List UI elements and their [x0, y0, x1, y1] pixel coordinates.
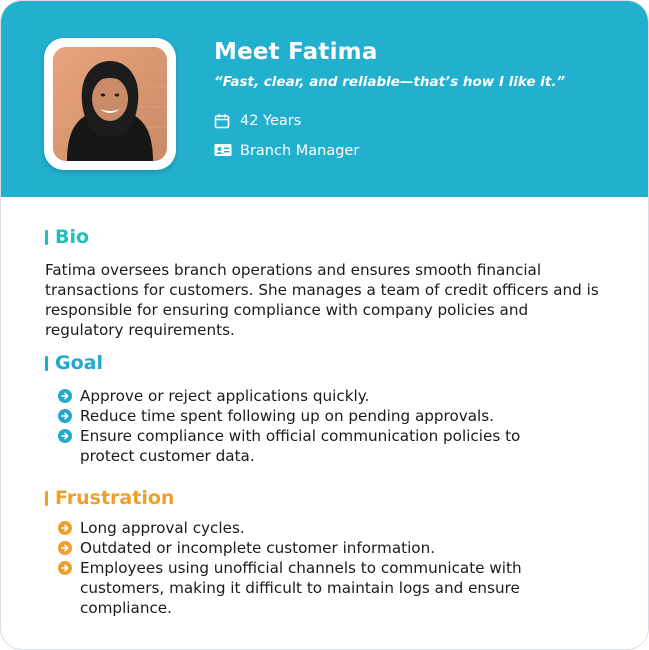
avatar-frame: [44, 38, 176, 170]
persona-header: [1, 1, 648, 197]
calendar-icon: [214, 113, 232, 129]
list-item: [58, 406, 578, 426]
list-item: [58, 558, 578, 618]
goal-list: [58, 386, 578, 466]
goal-item-text: Ensure compliance with official communication policies to protect customer data.: [80, 427, 521, 465]
frustration-heading: [45, 487, 174, 509]
goal-heading-label: Goal: [55, 352, 103, 374]
frustration-item-text: Outdated or incomplete customer information.: [80, 539, 436, 557]
role-row: [214, 143, 359, 159]
arrow-right-circle-icon: [58, 389, 72, 403]
arrow-right-circle-icon: [58, 409, 72, 423]
persona-quote: “Fast, clear, and reliable—that’s how I like it.”: [214, 74, 566, 90]
bio-heading-label: Bio: [55, 226, 90, 248]
arrow-right-circle-icon: [58, 429, 72, 443]
bio-text: Fatima oversees branch operations and ensures smooth financial transactions for customers. She manages a team of credit officers and is responsible for ensuring compliance with company policies and regulatory requirements.: [45, 261, 599, 339]
role-text: Branch Manager: [240, 143, 360, 159]
bio-heading: [45, 226, 89, 248]
goal-accent-bar: [45, 356, 48, 371]
page-title: Meet Fatima: [214, 39, 378, 65]
goal-item-text: Approve or reject applications quickly.: [80, 387, 370, 405]
arrow-right-circle-icon: [58, 521, 72, 535]
bio-accent-bar: [45, 230, 48, 245]
list-item: [58, 538, 578, 558]
arrow-right-circle-icon: [58, 541, 72, 555]
list-item: [58, 426, 578, 466]
id-card-icon: [214, 143, 232, 159]
goal-heading: [45, 352, 103, 374]
arrow-right-circle-icon: [58, 561, 72, 575]
age-row: [214, 113, 301, 129]
frustration-list: [58, 518, 578, 618]
goal-item-text: Reduce time spent following up on pending approvals.: [80, 407, 494, 425]
frustration-item-text: Long approval cycles.: [80, 519, 245, 537]
frustration-heading-label: Frustration: [55, 487, 175, 509]
list-item: [58, 518, 578, 538]
frustration-item-text: Employees using unofficial channels to communicate with customers, making it difficult to maintain logs and ensure compliance.: [80, 559, 522, 617]
frustration-accent-bar: [45, 491, 48, 506]
age-text: 42 Years: [240, 113, 302, 129]
list-item: [58, 386, 578, 406]
avatar: [53, 47, 167, 161]
